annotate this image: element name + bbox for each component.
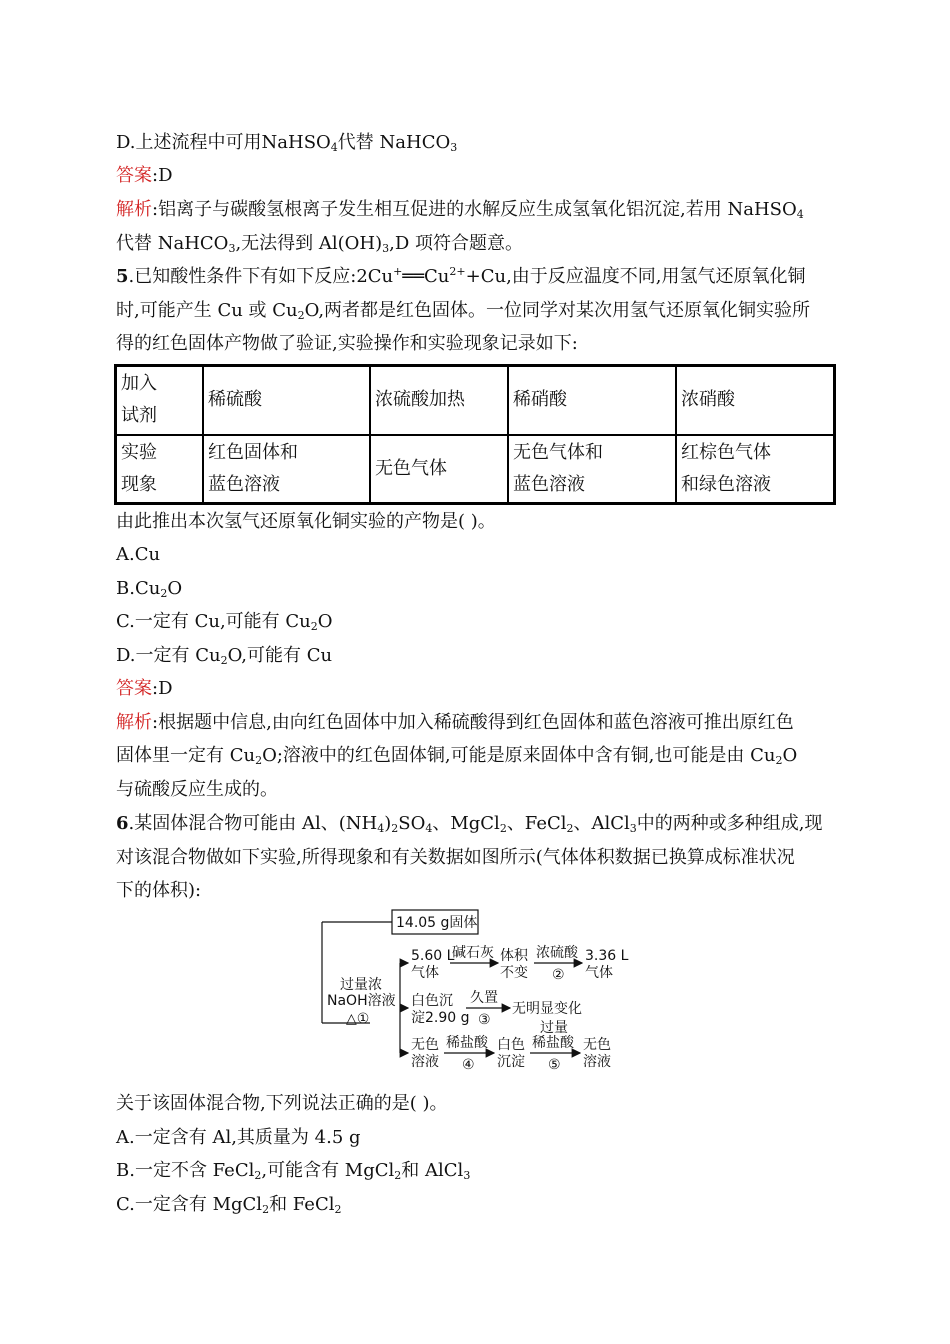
q5-analysis-line1: 解析:根据题中信息,由向红色固体中加入稀硫酸得到红色固体和蓝色溶液可推出原红色 bbox=[116, 712, 794, 733]
reagent-sodalime: 碱石灰 bbox=[452, 945, 494, 961]
observation-cell: 无色气体和 蓝色溶液 bbox=[508, 435, 676, 504]
q5-stem-line1: 5.已知酸性条件下有如下反应$:2Cu^+══Cu^{2+}+Cu$,由于反应温度不同,用氢气还原氧化铜 bbox=[116, 265, 806, 287]
step-5: ⑤ bbox=[548, 1057, 561, 1073]
analysis-prev-line1: 解析:铝离子与碳酸氢根离子发生相互促进的水解反应生成氢氧化铝沉淀,若用 NaHSO$_4$ bbox=[116, 199, 804, 221]
q6-option-c: C.一定含有 MgCl$_2$和 FeCl$_2$ bbox=[116, 1194, 342, 1216]
step-2: ② bbox=[552, 967, 565, 983]
q5-stem-end: 由此推出本次氢气还原氧化铜实验的产物是( )。 bbox=[116, 511, 496, 532]
sol2-line2: 溶液 bbox=[583, 1054, 611, 1070]
white-ppt-line2: 沉淀 bbox=[497, 1054, 525, 1070]
reagent-cell: 浓硫酸加热 bbox=[370, 366, 508, 435]
q6-stem-line3: 下的体积): bbox=[116, 880, 202, 901]
q5-answer: 答案:D bbox=[116, 678, 173, 699]
reagent-standing: 久置 bbox=[470, 990, 498, 1006]
table-row-observations bbox=[116, 435, 835, 504]
step-3: ③ bbox=[478, 1012, 491, 1028]
volume-word: 体积 bbox=[500, 948, 528, 964]
gas-word: 气体 bbox=[411, 965, 439, 981]
reagent-cell: 浓硝酸 bbox=[676, 366, 835, 435]
reagent-hcl2: 稀盐酸 bbox=[532, 1035, 574, 1051]
cond-line1: 过量浓 bbox=[340, 977, 382, 993]
ppt-line1: 白色沉 bbox=[411, 993, 453, 1009]
q6-stem-line1: 6.某固体混合物可能由 Al、$(NH_4)_2SO_4$、MgCl$_2$、FeCl$_2$、AlCl$_3$中的两种或多种组成,现 bbox=[116, 813, 823, 835]
sol2-line1: 无色 bbox=[583, 1037, 611, 1053]
q5-option-d: D.一定有 $Cu_2O$,可能有 Cu bbox=[116, 645, 333, 667]
q6-stem-end: 关于该固体混合物,下列说法正确的是( )。 bbox=[116, 1093, 448, 1114]
reagent-cell: 稀硝酸 bbox=[508, 366, 676, 435]
q6-option-a: A.一定含有 Al,其质量为 4.5 g bbox=[116, 1127, 361, 1148]
table-row-reagents bbox=[116, 366, 835, 435]
analysis-prev-line2: 代替 NaHCO$_3$,无法得到 $Al(OH)_3,D$ 项符合题意。 bbox=[116, 233, 524, 255]
reagent-cell: 稀硫酸 bbox=[203, 366, 370, 435]
experiment-table bbox=[114, 364, 836, 505]
q5-stem-line3: 得的红色固体产物做了验证,实验操作和实验现象记录如下: bbox=[116, 333, 578, 354]
q5-option-a: A.Cu bbox=[116, 544, 161, 565]
q6-stem-line2: 对该混合物做如下实验,所得现象和有关数据如图所示(气体体积数据已换算成标准状况 bbox=[116, 847, 795, 868]
gas2-word: 气体 bbox=[585, 965, 613, 981]
flow-diagram bbox=[300, 905, 660, 1080]
q5-analysis-line3: 与硫酸反应生成的。 bbox=[116, 779, 278, 800]
row-head-observation: 实验 现象 bbox=[116, 435, 204, 504]
gas2-amount: 3.36 L bbox=[585, 948, 629, 964]
step-4: ④ bbox=[462, 1057, 475, 1073]
gas-amount: 5.60 L bbox=[411, 948, 455, 964]
flow-svg bbox=[300, 905, 660, 1075]
q6-option-b: B.一定不含 FeCl$_2$,可能含有 MgCl$_2$和 AlCl$_3$ bbox=[116, 1160, 471, 1182]
unchanged-word: 不变 bbox=[500, 965, 528, 981]
option-d-prev: D.上述流程中可用NaHSO$_4$代替 NaHCO$_3$ bbox=[116, 132, 458, 154]
sol-line1: 无色 bbox=[411, 1037, 439, 1053]
observation-cell: 红色固体和 蓝色溶液 bbox=[203, 435, 370, 504]
answer-prev: 答案:D bbox=[116, 165, 173, 186]
q5-option-c: C.一定有 Cu,可能有 $Cu_2O$ bbox=[116, 611, 333, 633]
cond-line2: NaOH溶液 bbox=[327, 993, 396, 1009]
solid-label: 14.05 g固体 bbox=[396, 915, 478, 931]
ppt-result: 无明显变化 bbox=[512, 1001, 582, 1017]
reagent-hcl: 稀盐酸 bbox=[446, 1035, 488, 1051]
observation-cell: 无色气体 bbox=[370, 435, 508, 504]
reagent-h2so4: 浓硫酸 bbox=[536, 945, 578, 961]
observation-cell: 红棕色气体 和绿色溶液 bbox=[676, 435, 835, 504]
reagent-excess: 过量 bbox=[540, 1020, 568, 1036]
q5-option-b: $B.Cu_2O$ bbox=[116, 578, 183, 600]
q5-stem-line2: 时,可能产生 Cu 或 $Cu_2O$,两者都是红色固体。一位同学对某次用氢气还原氧化铜实验所 bbox=[116, 300, 811, 322]
ppt-line2: 淀2.90 g bbox=[411, 1010, 470, 1026]
white-ppt-line1: 白色 bbox=[497, 1037, 525, 1053]
q5-analysis-line2: 固体里一定有 $Cu_2O$;溶液中的红色固体铜,可能是原来固体中含有铜,也可能是由 $Cu_2O$ bbox=[116, 745, 798, 767]
row-head-reagent: 加入 试剂 bbox=[116, 366, 204, 435]
sol-line2: 溶液 bbox=[411, 1054, 439, 1070]
cond-line3: △① bbox=[346, 1011, 370, 1027]
